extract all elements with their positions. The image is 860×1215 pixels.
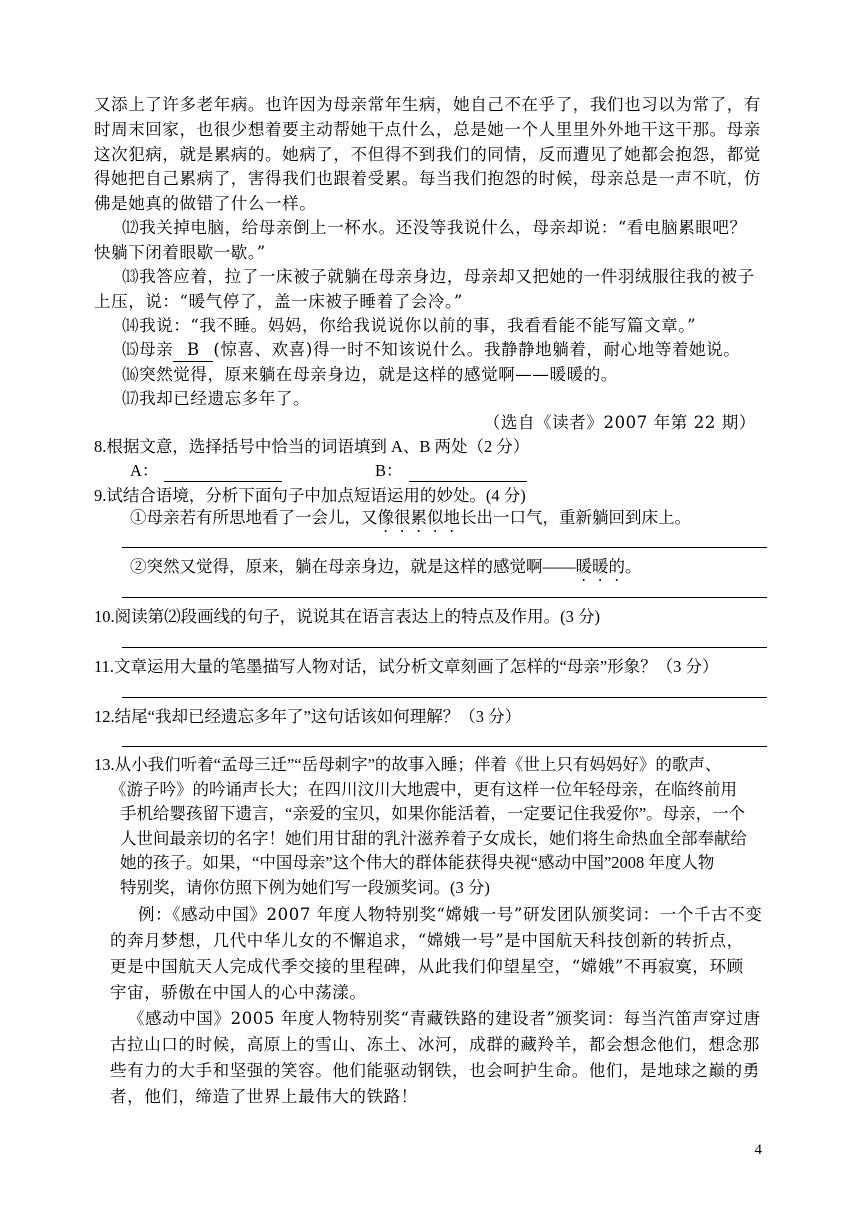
q9-sentence-2 (130, 556, 642, 585)
answer-line[interactable] (122, 647, 767, 648)
blank-b: B (173, 339, 213, 362)
answer-line[interactable] (122, 547, 767, 548)
question-9: 9.试结合语境，分析下面句子中加点短语运用的妙处。(4 分) (94, 486, 526, 505)
q9-s2-dotted-phrase: 暖暖的 (575, 557, 625, 576)
question-10: 10.阅读第⑵段画线的句子，说说其在语言表达上的特点及作用。(3 分) (94, 607, 600, 626)
question-13-line: 她的孩子。如果，“中国母亲”这个伟大的群体能获得央视“感动中国”2008 年度人物 (120, 853, 715, 872)
q8-a-blank[interactable] (164, 465, 282, 482)
question-12: 12.结尾“我却已经遗忘多年了”这句话该如何理解？（3 分） (94, 707, 522, 726)
answer-line[interactable] (122, 697, 767, 698)
q9-s2-pre: ②突然又觉得，原来，躺在母亲身边，就是这样的感觉啊—— (130, 557, 576, 576)
q9-s1-pre: ①母亲若有所思地看了一会儿，又 (130, 508, 378, 527)
example-line: 者，他们，缔造了世界上最伟大的铁路！ (110, 1087, 418, 1106)
example-line: 更是中国航天人完成代季交接的里程碑，从此我们仰望星空，“嫦娥”不再寂寞，环顾 (110, 957, 744, 976)
passage-paragraph-12: ⑿我关掉电脑，给母亲倒上一杯水。还没等我说什么，母亲却说：“看电脑累眼吧？ (122, 218, 747, 237)
question-8: 8.根据文意，选择括号中恰当的词语填到 A、B 两处（2 分） (94, 437, 530, 456)
example-line: 古拉山口的时候，高原上的雪山、冻土、冰河，成群的藏羚羊，都会想念他们，想念那 (110, 1035, 760, 1054)
q8-b-blank[interactable] (409, 465, 527, 482)
passage-paragraph-16: ⒃突然觉得，原来躺在母亲身边，就是这样的感觉啊——暖暖的。 (122, 365, 618, 384)
answer-line[interactable] (122, 746, 767, 747)
q8-answer-b (375, 460, 527, 482)
page-number: 4 (754, 1142, 762, 1158)
example-line: 些有力的大手和坚强的笑容。他们能驱动钢铁，也会呵护生命。他们，是地球之巅的勇 (110, 1061, 760, 1080)
example-line: 《感动中国》2005 年度人物特别奖“青藏铁路的建设者”颁奖词：每当汽笛声穿过唐 (128, 1009, 761, 1028)
passage-paragraph-15 (122, 339, 740, 362)
source-citation: （选自《读者》2007 年第 22 期） (483, 413, 756, 432)
question-11: 11.文章运用大量的笔墨描写人物对话，试分析文章刻画了怎样的“母亲”形象？（3 分） (94, 657, 719, 676)
question-13-line: 《游子吟》的吟诵声长大；在四川汶川大地震中，更有这样一位年轻母亲，在临终前用 (110, 780, 737, 799)
passage-line: 时周末回家，也很少想着要主动帮她干点什么，总是她一个人里里外外地干这干那。母亲 (94, 120, 761, 139)
question-13-line: 手机给婴孩留下遗言，“亲爱的宝贝，如果你能活着，一定要记住我爱你”。母亲，一个 (120, 804, 746, 823)
q9-s2-post: 。 (625, 557, 642, 576)
example-line: 例：《感动中国》2007 年度人物特别奖“嫦娥一号”研发团队颁奖词：一个千古不变 (138, 905, 763, 924)
q9-s1-dotted-phrase: 像很累似地 (377, 508, 460, 527)
q9-sentence-1 (130, 507, 691, 536)
question-13-line: 特别奖，请你仿照下例为她们写一段颁奖词。(3 分) (120, 878, 490, 897)
paragraph-15-suffix: (惊喜、欢喜)得一时不知该说什么。我静静地躺着，耐心地等着她说。 (213, 340, 741, 359)
passage-line: 上压，说：“暖气停了，盖一床被子睡着了会冷。” (94, 292, 463, 311)
passage-line: 得她把自己累病了，害得我们也跟着受累。每当我们抱怨的时候，母亲总是一声不吭，仿 (94, 169, 761, 188)
q9-s1-post: 长出一口气，重新躺回到床上。 (460, 508, 691, 527)
passage-paragraph-17: ⒄我却已经遗忘多年了。 (122, 389, 311, 408)
paragraph-15-prefix: ⒂母亲 (122, 340, 174, 359)
q8-a-label: A： (130, 461, 159, 480)
example-line: 宇宙，骄傲在中国人的心中荡漾。 (110, 983, 367, 1002)
answer-line[interactable] (122, 597, 767, 598)
passage-paragraph-14: ⒁我说：“我不睡。妈妈，你给我说说你以前的事，我看看能不能写篇文章。” (122, 316, 697, 335)
passage-paragraph-13: ⒀我答应着，拉了一床被子就躺在母亲身边，母亲却又把她的一件羽绒服往我的被子 (122, 267, 755, 286)
passage-line: 佛是她真的做错了什么一样。 (94, 194, 317, 213)
q8-b-label: B： (375, 461, 403, 480)
question-13: 13.从小我们听着“孟母三迁”“岳母刺字”的故事入睡；伴着《世上只有妈妈好》的歌声、 (94, 755, 722, 774)
question-13-line: 人世间最亲切的名字！她们用甘甜的乳汁滋养着子女成长，她们将生命热血全部奉献给 (120, 829, 747, 848)
passage-line: 又添上了许多老年病。也许因为母亲常年生病，她自己不在乎了，我们也习以为常了，有 (94, 95, 761, 114)
q8-answer-a (130, 460, 282, 482)
example-line: 的奔月梦想，几代中华儿女的不懈追求，“嫦娥一号”是中国航天科技创新的转折点， (110, 931, 744, 950)
passage-line: 快躺下闭着眼歇一歇。” (94, 243, 266, 262)
passage-line: 这次犯病，就是累病的。她病了，不但得不到我们的同情，反而遭见了她都会抱怨，都觉 (94, 145, 761, 164)
